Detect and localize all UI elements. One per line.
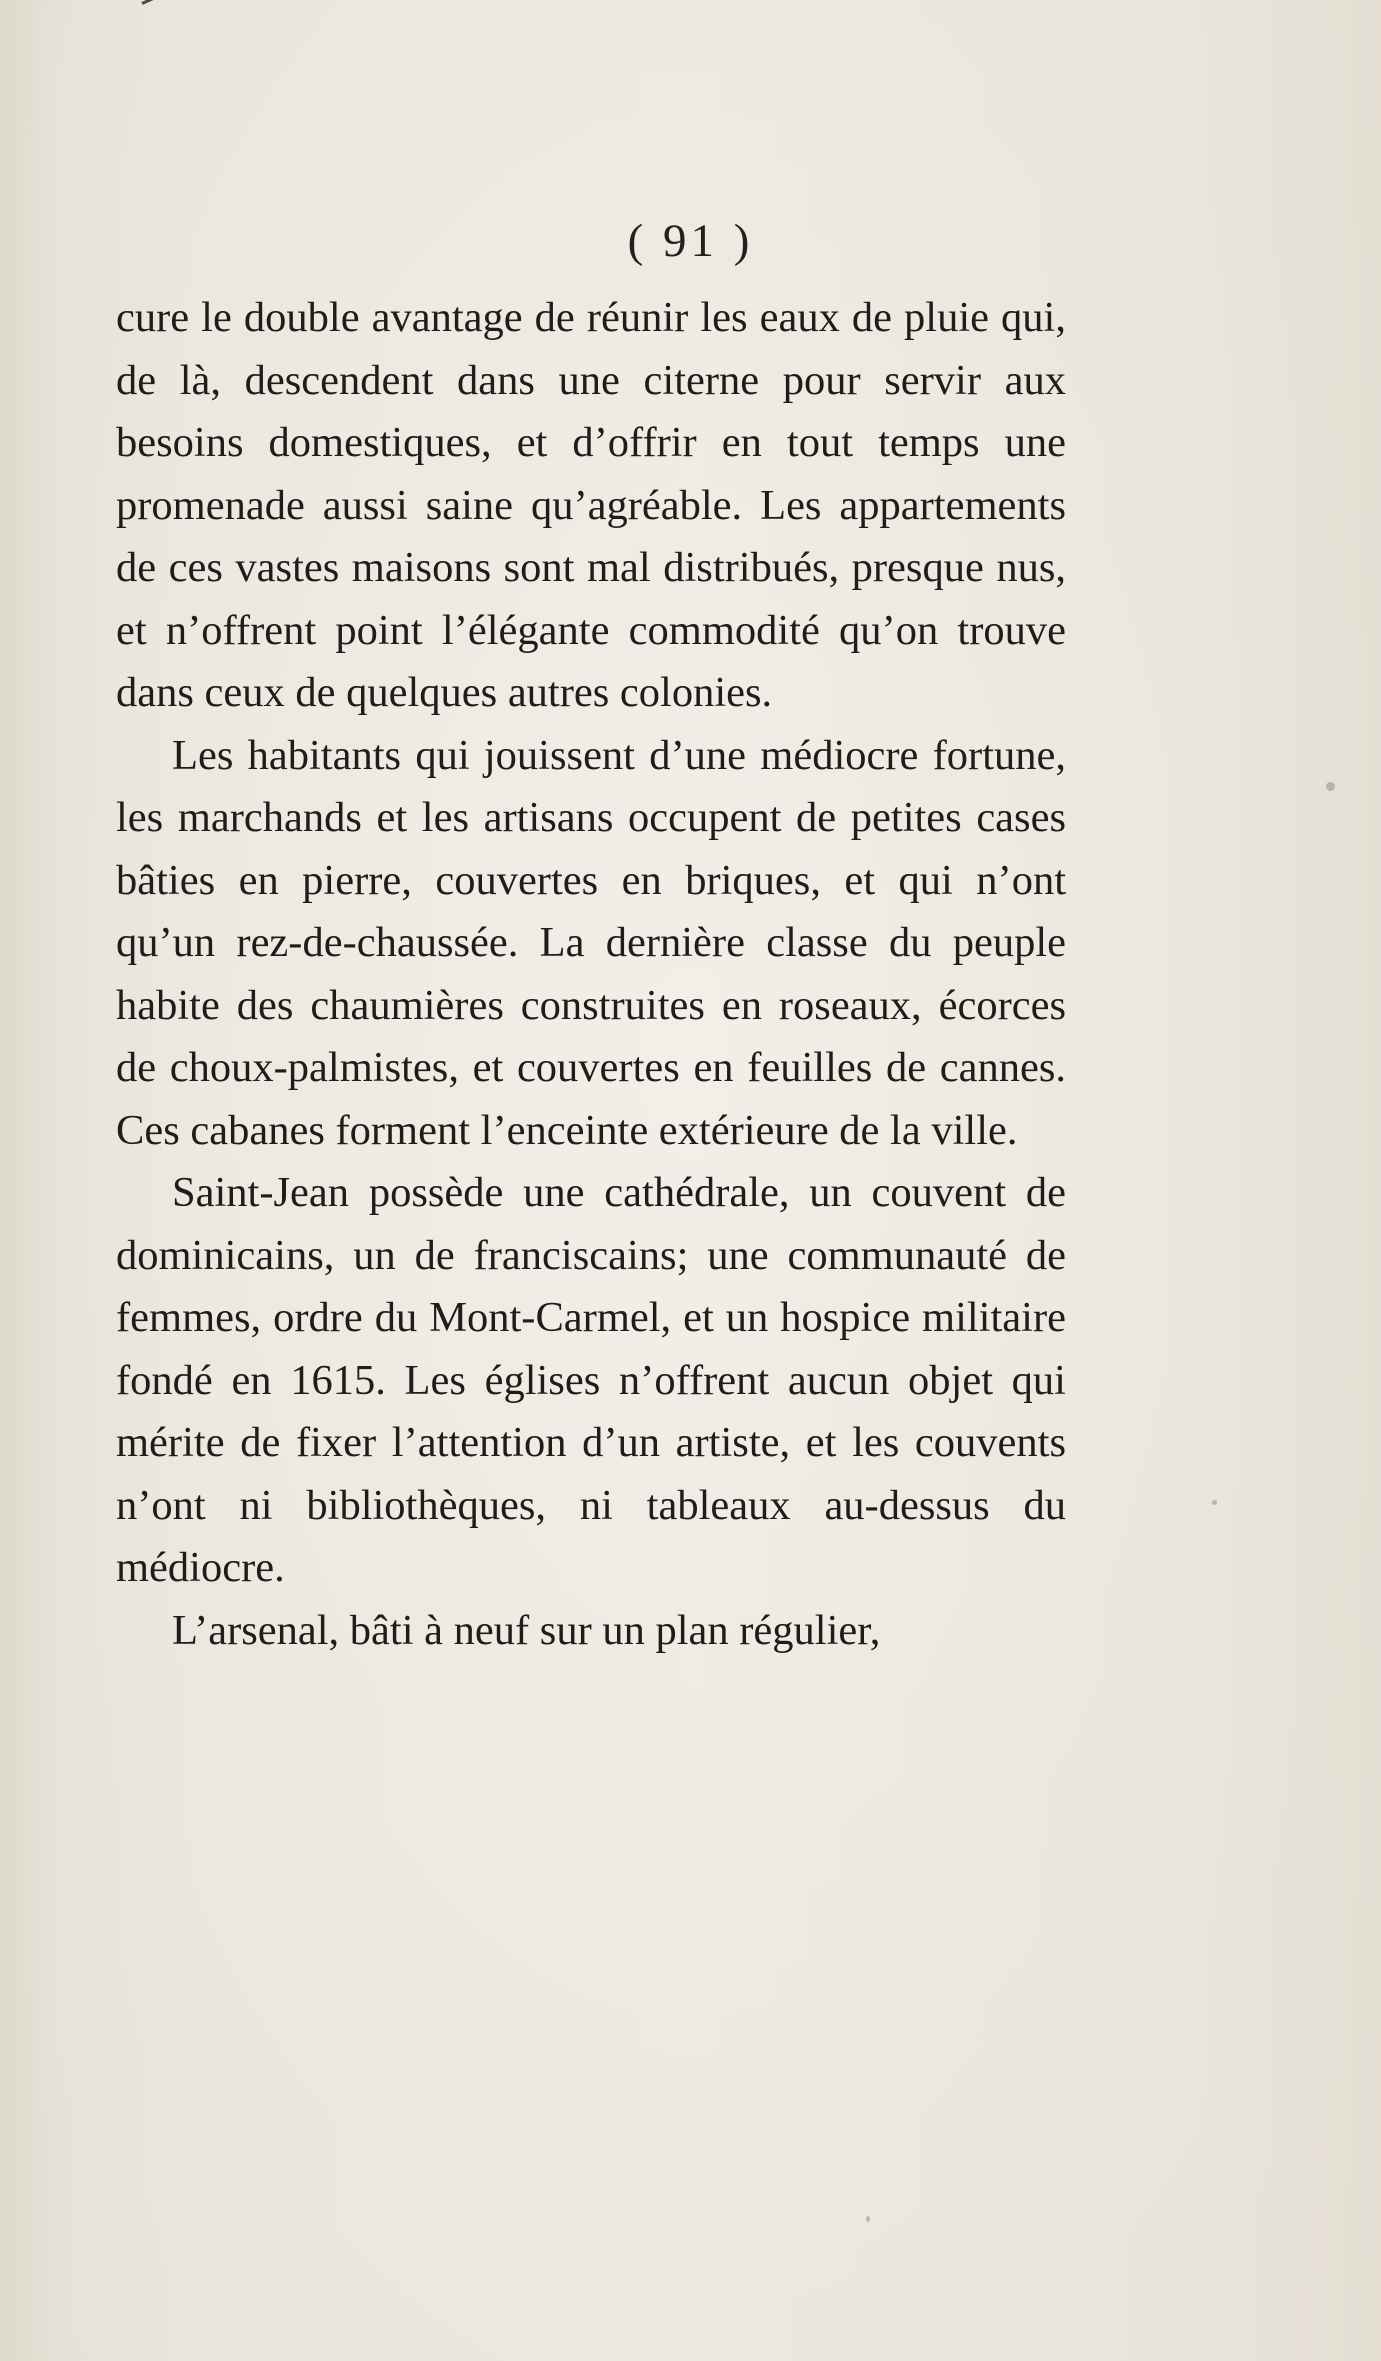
paper-speck [1212,1500,1217,1505]
paragraph-2: Les habitants qui jouissent d’une médiocre fortune, les marchands et les artisans occupent de petites cases bâties en pierre, couvertes en briques, et qui n’ont qu’un rez-de-chaussée. La dernière classe du peuple habite des chaumières construites en roseaux, écorces de choux-palmistes, et couvertes en feuilles de cannes. Ces cabanes forment l’enceinte extérieure de la ville. [116,731,1066,1154]
page-number: ( 91 ) [627,215,754,267]
paragraph-3: Saint-Jean possède une cathédrale, un couvent de dominicains, un de franciscains; une communauté de femmes, ordre du Mont-Carmel, et un hospice militaire fondé en 1615. Les églises n’offrent aucun objet qui mérite de fixer l’attention d’un artiste, et les couvents n’ont ni bibliothèques, ni tableaux au-dessus du médiocre. [116,1169,1066,1591]
paper-speck [866,2216,870,2222]
body-text [116,287,1066,1662]
paragraph-4: L’arsenal, bâti à neuf sur un plan régulier, [172,1606,881,1654]
paper-speck [1326,782,1335,791]
pen-mark [141,0,206,5]
paragraph-1: cure le double avantage de réunir les eaux de pluie qui, de là, descendent dans une citerne pour servir aux besoins domestiques, et d’offrir en tout temps une promenade aussi saine qu’agréable. Les appartements de ces vastes maisons sont mal distribués, presque nus, et n’offrent point l’élégante commodité qu’on trouve dans ceux de quelques autres colonies. [116,294,1066,716]
